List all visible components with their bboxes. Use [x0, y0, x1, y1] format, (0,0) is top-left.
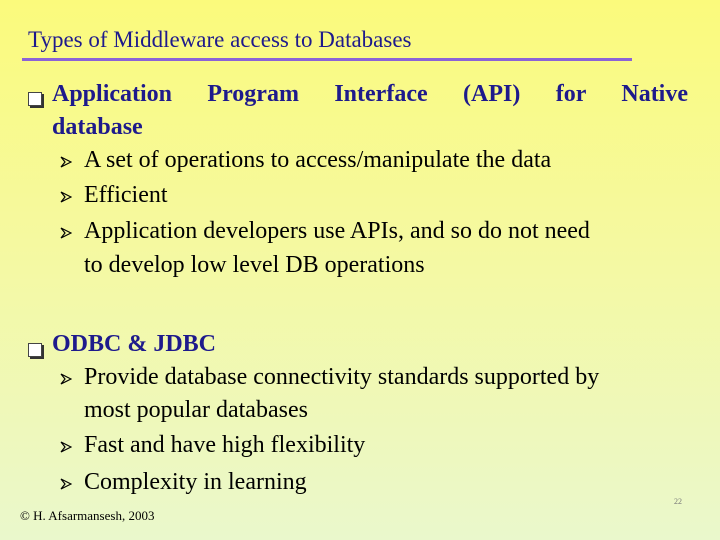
- section1-bullet-3-continuation: to develop low level DB operations: [84, 252, 425, 278]
- page-number: 22: [674, 497, 682, 506]
- arrow-bullet-icon: [60, 373, 72, 385]
- section2-heading: ODBC & JDBC: [52, 331, 217, 357]
- section2-bullet-3: Complexity in learning: [84, 469, 307, 495]
- section2-bullet-1-continuation: most popular databases: [84, 397, 308, 423]
- slide-title: Types of Middleware access to Databases: [28, 27, 412, 52]
- section2-bullet-2: Fast and have high flexibility: [84, 432, 366, 458]
- square-bullet-icon: [28, 92, 42, 106]
- arrow-bullet-icon: [60, 191, 72, 203]
- arrow-bullet-icon: [60, 441, 72, 453]
- arrow-bullet-icon: [60, 478, 72, 490]
- section2-bullet-1: Provide database connectivity standards supported by: [84, 364, 600, 390]
- section1-heading-line1: Application Program Interface (API) for Native: [52, 81, 688, 107]
- title-underline: [22, 58, 632, 61]
- footer-copyright: © H. Afsarmansesh, 2003: [20, 508, 155, 523]
- section1-bullet-1: A set of operations to access/manipulate the data: [84, 147, 552, 173]
- arrow-bullet-icon: [60, 227, 72, 239]
- arrow-bullet-icon: [60, 156, 72, 168]
- section1-bullet-3: Application developers use APIs, and so do not need: [84, 218, 590, 244]
- square-bullet-icon: [28, 343, 42, 357]
- section1-bullet-2: Efficient: [84, 182, 168, 208]
- section1-heading-line2: database: [52, 114, 143, 140]
